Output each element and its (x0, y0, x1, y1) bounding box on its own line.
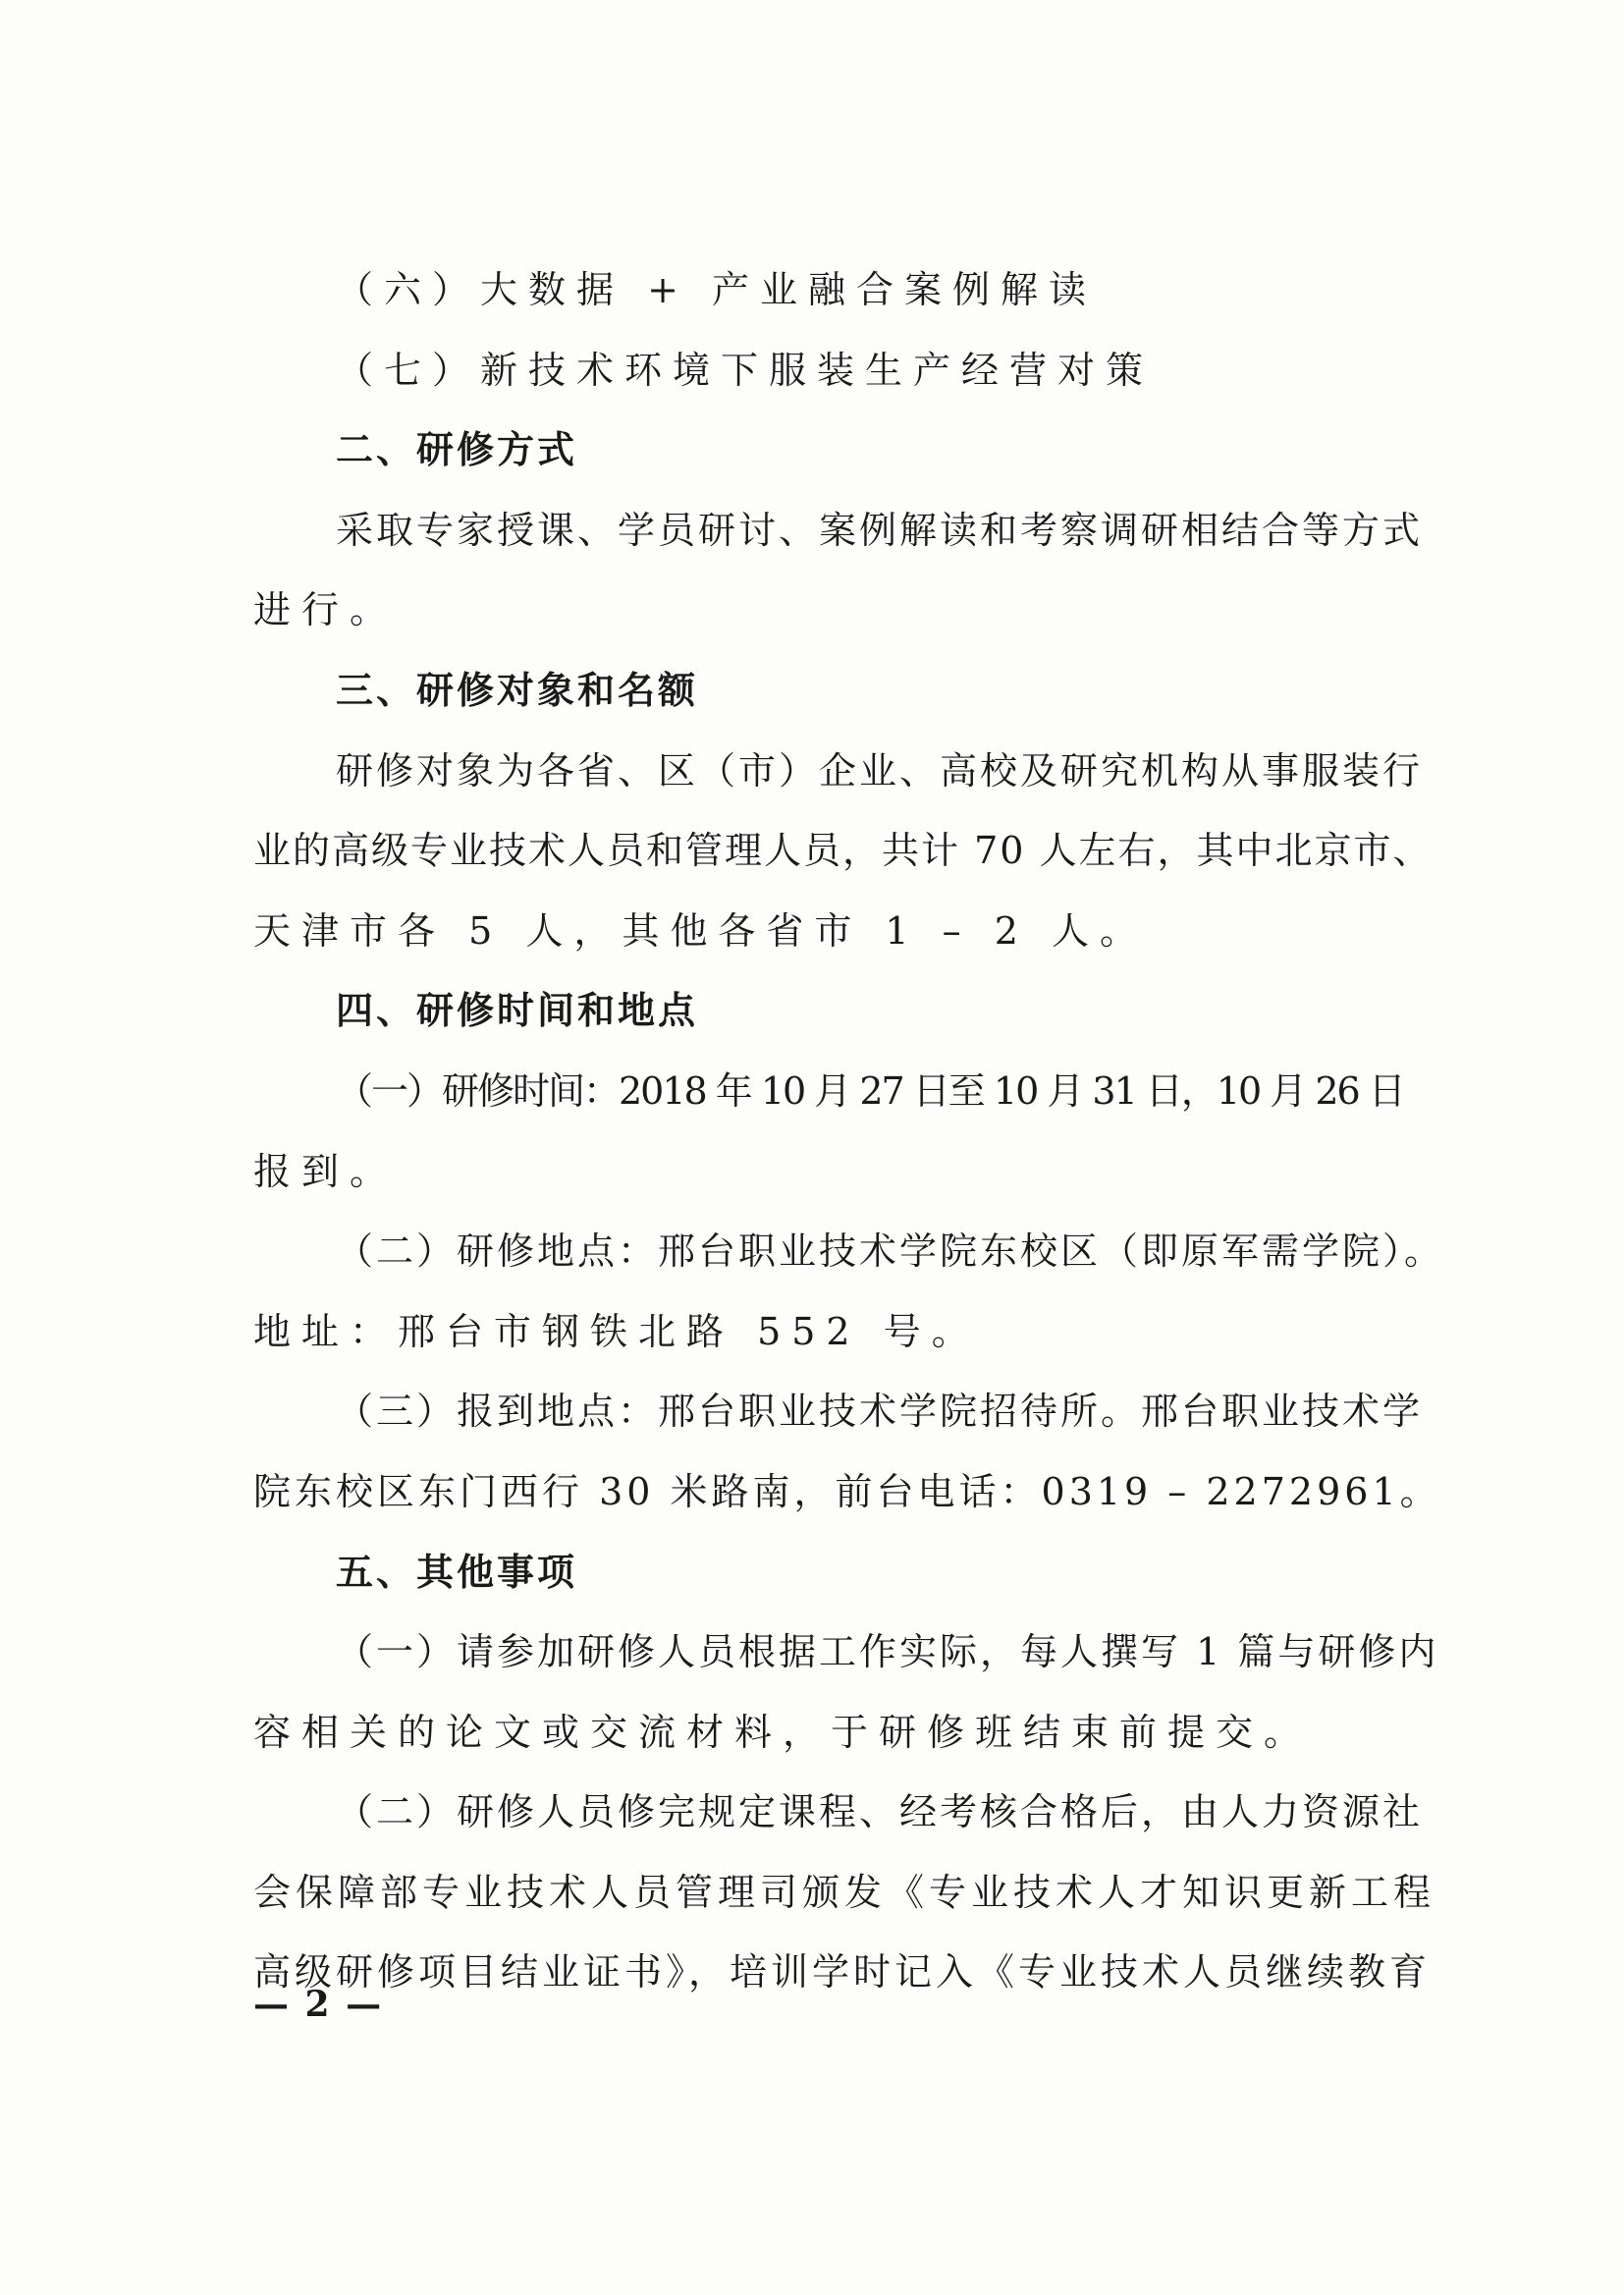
paragraph-line: 高级研修项目结业证书》，培训学时记入《专业技术人员继续教育 (253, 1950, 1432, 1994)
paragraph-line: （一）请参加研修人员根据工作实际，每人撰写 1 篇与研修内 (336, 1630, 1439, 1674)
paragraph-line: 业的高级专业技术人员和管理人员，共计 70 人左右，其中北京市、 (253, 829, 1433, 873)
item-six: （六）大数据 + 产业融合案例解读 (336, 268, 1097, 311)
paragraph-line: （一）研修时间：2018 年 10 月 27 日至 10 月 31 日，10 月 26 日 (336, 1068, 1404, 1113)
paragraph-line: 报到。 (253, 1149, 399, 1193)
paragraph-line: 天津市各 5 人，其他各省市 1 – 2 人。 (253, 908, 1149, 953)
section-heading-other: 五、其他事项 (336, 1550, 578, 1594)
paragraph-line: （二）研修人员修完规定课程、经考核合格后，由人力资源社 (336, 1790, 1424, 1834)
document-body (253, 250, 1445, 2013)
paragraph-line: （三）报到地点：邢台职业技术学院招待所。邢台职业技术学 (336, 1390, 1424, 1434)
item-seven: （七）新技术环境下服装生产经营对策 (336, 348, 1155, 392)
section-heading-time-place: 四、研修时间和地点 (336, 989, 699, 1033)
paragraph-line: 院东校区东门西行 30 米路南，前台电话：0319 – 2272961。 (253, 1469, 1441, 1513)
paragraph-line: 采取专家授课、学员研讨、案例解读和考察调研相结合等方式 (336, 508, 1424, 552)
page-number: — 2 — (253, 1984, 384, 2025)
paragraph-line: （二）研修地点：邢台职业技术学院东校区（即原军需学院）。 (336, 1229, 1445, 1274)
section-heading-method: 二、研修方式 (336, 428, 578, 472)
section-heading-participants: 三、研修对象和名额 (336, 668, 699, 712)
paragraph-line: 进行。 (253, 588, 399, 632)
paragraph-line: 地址：邢台市钢铁北路 552 号。 (253, 1309, 980, 1353)
paragraph-line: 容相关的论文或交流材料，于研修班结束前提交。 (253, 1710, 1313, 1754)
paragraph-line: 研修对象为各省、区（市）企业、高校及研究机构从事服装行 (336, 748, 1424, 792)
paragraph-line: 会保障部专业技术人员管理司颁发《专业技术人才知识更新工程 (253, 1870, 1436, 1914)
